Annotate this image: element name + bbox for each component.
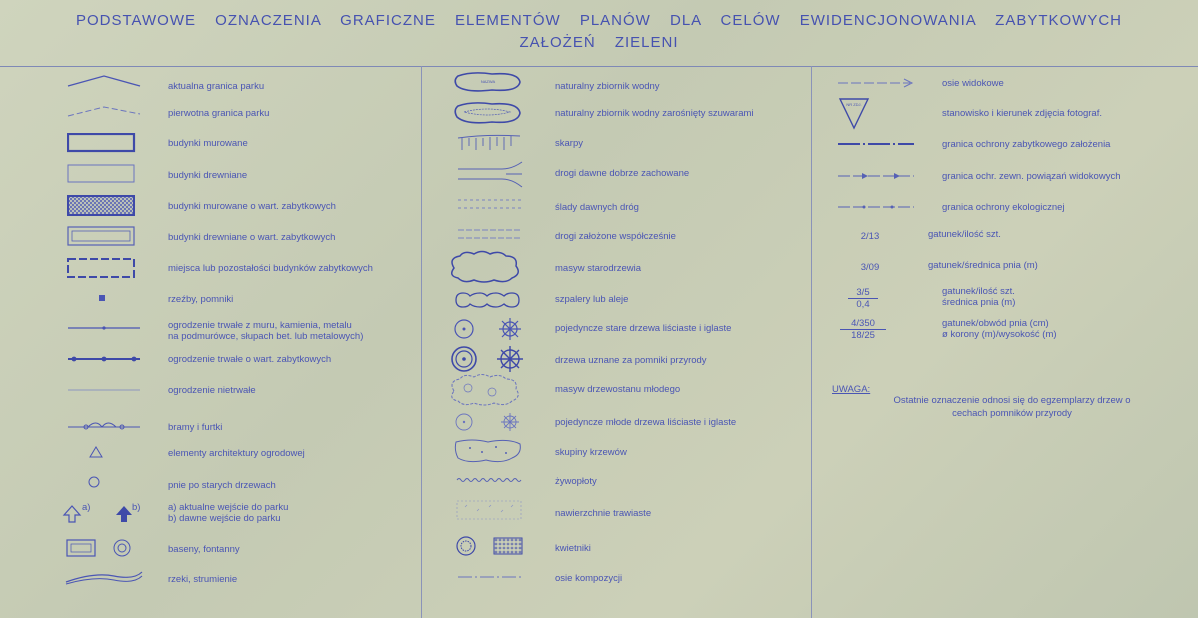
code-c4-bottom: 18/25 (840, 329, 886, 341)
water-code: NAZWA (480, 79, 496, 84)
legend-label-22: ślady dawnych dróg (555, 202, 639, 213)
column-divider-2 (811, 66, 812, 618)
legend-symbol-sculptures (97, 293, 107, 303)
legend-label-26: pojedyncze stare drzewa liściaste i iglaste (555, 323, 732, 334)
title-line-2: ZAŁOŻEŃ ZIELENI (519, 34, 679, 51)
arrow-up-filled-icon (114, 504, 134, 524)
page-title (0, 10, 1198, 54)
legend-label-34: osie kompozycji (555, 573, 623, 584)
code-c4-top: 4/350 (851, 318, 875, 329)
entrance-mark-a: a) (82, 502, 91, 513)
legend-symbol-old-roads (456, 160, 524, 190)
legend-label-37: granica ochrony zabytkowego założenia (942, 139, 1111, 150)
legend-symbol-rivers (64, 568, 144, 586)
legend-label-32: nawierzchnie trawiaste (555, 508, 652, 519)
legend-symbol-modern-roads (456, 227, 524, 241)
legend-symbol-wooden-buildings (67, 164, 137, 184)
code-c3-top: 3/5 (856, 287, 870, 298)
legend-label-15: a) aktualne wejście do parku b) dawne wejście do parku (168, 502, 289, 524)
legend-symbol-hedges (455, 475, 523, 485)
legend-symbol-grass-surfaces (455, 499, 523, 521)
triangle-icon (88, 445, 104, 459)
legend-label-20: skarpy (555, 138, 583, 149)
legend-symbol-view-axes (836, 77, 916, 89)
legend-symbol-young-tree-mass (446, 373, 522, 407)
legend-label-28: masyw drzewostanu młodego (555, 384, 681, 395)
title-line-1: PODSTAWOWE OZNACZENIA GRAFICZNE ELEMENTÓW PLANÓW DLA CELÓW EWIDENCJONOWANIA ZABYTKOWYCH (75, 12, 1122, 29)
legend-label-12: bramy i furtki (168, 422, 223, 433)
legend-symbol-gates (66, 419, 142, 433)
code-species-count-diameter (848, 287, 878, 310)
legend-label-7: miejsca lub pozostałości budynków zabytkowych (168, 263, 373, 274)
legend-label-2: pierwotna granica parku (168, 108, 270, 119)
legend-label-39: granica ochrony ekologicznej (942, 202, 1065, 213)
legend-symbol-old-road-traces (456, 197, 524, 211)
legend-label-35: osie widokowe (942, 78, 1004, 89)
code-c3-bottom: 0,4 (848, 298, 878, 310)
code-species-count: 2/13 (860, 231, 880, 242)
entrance-mark-b: b) (132, 502, 141, 513)
legend-label-11: ogrodzenie nietrwałe (168, 385, 256, 396)
legend-label-36: stanowisko i kierunek zdjęcia fotograf. (942, 108, 1102, 119)
legend-label-31: żywopłoty (555, 476, 597, 487)
code-species-diameter: 3/09 (860, 262, 880, 273)
legend-label-41: gatunek/średnica pnia (m) (928, 260, 1038, 271)
legend-symbol-permanent-fence (66, 323, 142, 333)
legend-symbol-composition-axes (456, 572, 524, 582)
legend-label-25: szpalery lub aleje (555, 294, 629, 305)
note-heading: UWAGA: (832, 384, 871, 395)
legend-label-13: elementy architektury ogrodowej (168, 448, 305, 459)
legend-label-14: pnie po starych drzewach (168, 480, 276, 491)
circle-icon (87, 475, 101, 489)
legend-label-29: pojedyncze młode drzewa liściaste i iglaste (555, 417, 737, 428)
legend-label-10: ogrodzenie trwałe o wart. zabytkowych (168, 354, 332, 365)
legend-symbol-flowerbeds (454, 534, 526, 558)
legend-symbol-photo-station (838, 96, 870, 132)
column-divider-1 (421, 66, 422, 618)
header-divider (0, 66, 1198, 67)
legend-label-17: rzeki, strumienie (168, 574, 238, 585)
legend-symbol-ecological-protection-border (836, 202, 916, 212)
legend-label-1: aktualna granica parku (168, 81, 265, 92)
legend-symbol-shrub-groups (452, 436, 524, 466)
legend-symbol-historic-wooden-buildings (67, 226, 137, 248)
legend-label-42: gatunek/ilość szt. średnica pnia (m) (942, 286, 1016, 308)
legend-symbol-view-protection-border (836, 170, 916, 182)
legend-label-21: drogi dawne dobrze zachowane (555, 168, 690, 179)
legend-label-40: gatunek/ilość szt. (928, 229, 1001, 240)
legend-symbol-young-single-trees (452, 410, 524, 434)
legend-label-3: budynki murowane (168, 138, 248, 149)
legend-symbol-alleys (452, 291, 522, 309)
legend-symbol-natural-water (452, 70, 524, 94)
legend-symbol-historic-building-remains (67, 258, 137, 280)
legend-symbol-nature-monuments (450, 344, 526, 374)
legend-label-9: ogrodzenie trwałe z muru, kamienia, metalu na podmurówce, słupach bet. lub metalowych) (168, 320, 364, 342)
legend-label-5: budynki murowane o wart. zabytkowych (168, 201, 336, 212)
arrow-up-outline-icon (62, 504, 82, 524)
legend-label-24: masyw starodrzewia (555, 263, 642, 274)
legend-label-33: kwietniki (555, 543, 591, 554)
photo-code: NR ZDJ. (846, 102, 862, 107)
code-species-girth-crown (840, 318, 886, 341)
legend-symbol-current-park-border (66, 74, 142, 88)
legend-symbol-escarpments (456, 134, 522, 154)
legend-symbol-brick-buildings (67, 133, 137, 153)
legend-symbol-historic-protection-border (836, 139, 916, 149)
legend-label-43: gatunek/obwód pnia (cm) ø korony (m)/wysokość (m) (942, 318, 1057, 340)
legend-label-23: drogi założone współcześnie (555, 231, 676, 242)
legend-label-6: budynki drewniane o wart. zabytkowych (168, 232, 336, 243)
legend-label-30: skupiny krzewów (555, 447, 627, 458)
legend-label-16: baseny, fontanny (168, 544, 240, 555)
legend-symbol-historic-brick-buildings (67, 195, 137, 217)
legend-label-38: granica ochr. zewn. powiązań widokowych (942, 171, 1121, 182)
legend-label-4: budynki drewniane (168, 170, 248, 181)
legend-symbol-old-tree-mass (446, 250, 522, 284)
legend-symbol-temporary-fence (66, 385, 142, 395)
legend-symbol-overgrown-water (452, 100, 524, 126)
note-text: Ostatnie oznaczenie odnosi się do egzemplarzy drzew o cechach pomników przyrody (893, 395, 1131, 419)
legend-symbol-pools (66, 538, 136, 560)
legend-symbol-original-park-border (66, 104, 142, 118)
legend-label-18: naturalny zbiornik wodny (555, 81, 660, 92)
legend-label-27: drzewa uznane za pomniki przyrody (555, 355, 707, 366)
legend-symbol-old-single-trees (452, 316, 524, 342)
legend-label-8: rzeźby, pomniki (168, 294, 234, 305)
legend-symbol-historic-fence (66, 354, 142, 364)
legend-label-19: naturalny zbiornik wodny zarośnięty szuwarami (555, 108, 754, 119)
